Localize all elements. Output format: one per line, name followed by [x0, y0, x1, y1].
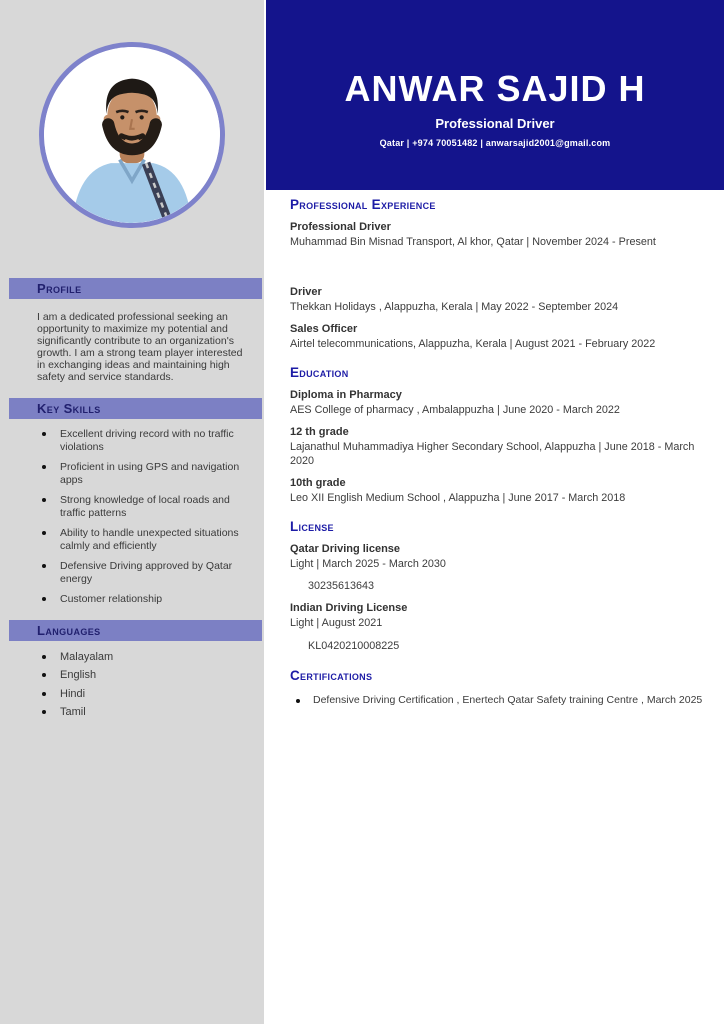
experience-entry [290, 286, 718, 315]
certifications-section-heading: Certifications [290, 667, 373, 683]
education-entry [290, 477, 718, 506]
languages-list [0, 651, 264, 719]
header-banner [266, 0, 724, 190]
language-text: Malayalam [60, 650, 114, 663]
experience-entry [290, 323, 718, 352]
main-content [266, 190, 724, 707]
education-detail: AES College of pharmacy , Ambalappuzha | June 2020 - March 2022 [290, 403, 620, 416]
language-item [0, 688, 264, 701]
education-list [290, 389, 718, 506]
experience-title: Professional Driver [290, 221, 391, 233]
education-title: Diploma in Pharmacy [290, 388, 402, 401]
experience-detail: Muhammad Bin Misnad Transport, Al khor, Qatar | November 2024 - Present [290, 236, 656, 248]
contact-line: Qatar | +974 70051482 | anwarsajid2001@gmail.com [379, 138, 611, 148]
experience-entry [290, 221, 718, 250]
key-skills-section [0, 398, 264, 606]
education-detail: Lajanathul Muhammadiya Higher Secondary School, Alappuzha | June 2018 - March 2020 [290, 441, 695, 467]
license-title: Indian Driving License [290, 602, 408, 614]
sidebar [0, 0, 264, 1024]
skill-text: Proficient in using GPS and navigation apps [60, 461, 240, 486]
bullet-icon [296, 699, 300, 703]
skill-text: Defensive Driving approved by Qatar energy [60, 560, 233, 585]
license-number: 30235613643 [308, 580, 375, 592]
language-text: Tamil [60, 706, 86, 718]
license-detail: Light | August 2021 [290, 617, 383, 629]
profile-summary-text: I am a dedicated professional seeking an opportunity to maximize my potential and significantly contribute to an organization's growth. I am a strong team player interested in exchanging ideas and maintaining high safety and service standards. [37, 311, 243, 383]
bullet-icon [42, 673, 46, 677]
education-title: 10th grade [290, 477, 346, 489]
license-section-heading: License [290, 518, 334, 534]
experience-title: Driver [290, 285, 322, 298]
bullet-icon [42, 597, 46, 601]
bullet-icon [42, 564, 46, 568]
skill-item [0, 494, 264, 519]
experience-title: Sales Officer [290, 323, 358, 335]
experience-list [290, 221, 718, 352]
bullet-icon [42, 498, 46, 502]
key-skills-list [0, 428, 264, 606]
language-item [0, 706, 264, 719]
license-number: KL0420210008225 [308, 639, 400, 652]
experience-section-heading: Professional Experience [290, 197, 436, 212]
language-item [0, 651, 264, 664]
license-title: Qatar Driving license [290, 542, 401, 555]
license-detail: Light | March 2025 - March 2030 [290, 557, 446, 570]
language-text: Hindi [60, 687, 86, 700]
skill-text: Ability to handle unexpected situations calmly and efficiently [60, 527, 239, 552]
key-skills-section-heading: Key Skills [9, 398, 262, 419]
education-entry [290, 389, 718, 418]
profile-photo [39, 42, 225, 228]
bullet-icon [42, 465, 46, 469]
bullet-icon [42, 710, 46, 714]
education-section-heading: Education [290, 364, 349, 380]
license-list [290, 543, 718, 653]
experience-detail: Airtel telecommunications, Alappuzha, Kerala | August 2021 - February 2022 [290, 338, 656, 350]
skill-item [0, 428, 264, 453]
bullet-icon [42, 692, 46, 696]
education-entry [290, 426, 718, 468]
bullet-icon [42, 655, 46, 659]
language-text: English [60, 669, 97, 681]
bullet-icon [42, 531, 46, 535]
language-item [0, 669, 264, 682]
certification-entry [290, 694, 718, 707]
certification-text: Defensive Driving Certification , Enertech Qatar Safety training Centre , March 2025 [313, 693, 703, 706]
languages-section-heading: Languages [9, 620, 262, 641]
skill-item [0, 461, 264, 486]
education-title: 12 th grade [290, 426, 349, 438]
person-portrait-illustration [44, 47, 220, 223]
skill-item [0, 527, 264, 552]
candidate-name: ANWAR SAJID H [344, 68, 646, 109]
candidate-job-title: Professional Driver [435, 116, 555, 131]
languages-section [0, 620, 264, 719]
skill-text: Excellent driving record with no traffic violations [60, 428, 234, 453]
skill-item [0, 560, 264, 585]
skill-text: Customer relationship [60, 593, 163, 605]
education-detail: Leo XII English Medium School , Alappuzha | June 2017 - March 2018 [290, 492, 626, 504]
license-entry [290, 602, 718, 653]
profile-section-heading: Profile [9, 278, 262, 299]
bullet-icon [42, 432, 46, 436]
skill-text: Strong knowledge of local roads and traffic patterns [60, 494, 230, 519]
license-entry [290, 543, 718, 594]
experience-detail: Thekkan Holidays , Alappuzha, Kerala | May 2022 - September 2024 [290, 300, 619, 313]
skill-item [0, 593, 264, 606]
